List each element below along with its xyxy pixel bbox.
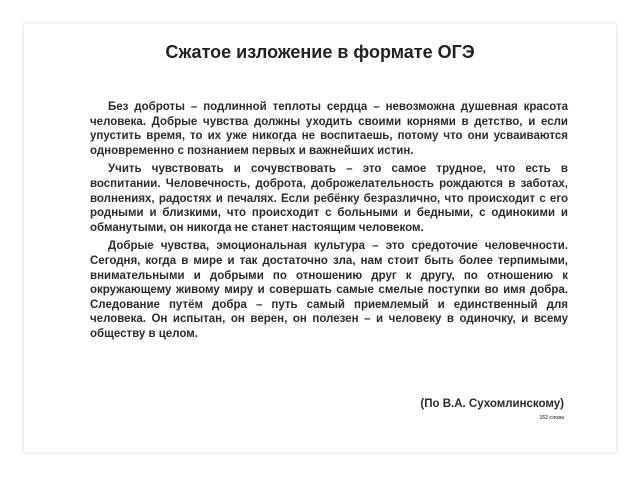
document-body xyxy=(90,100,568,346)
document-slide xyxy=(24,24,616,452)
paragraph-2: Учить чувствовать и сочувствовать – это самое трудное, что есть в воспитании. Человечность, доброта, доброжелательность рождаются в заботах, волнениях, радостях и печалях. Если ребёнку безразлично, что происходит с его родными и близкими, что происходит с больными и бедными, с одинокими и обманутыми, он никогда не станет настоящим человеком. xyxy=(90,163,568,234)
document-title: Сжатое изложение в формате ОГЭ xyxy=(165,42,475,62)
paragraph-3: Добрые чувства, эмоциональная культура – это средоточие человечности. Сегодня, когда в мире и так достаточно зла, нам стоит быть более терпимыми, внимательными и добрыми по отношению друг к другу, по отношению к окружающему живому миру и совершать самые смелые поступки во имя добра. Следование путём добра – путь самый приемлемый и единственный для человека. Он испытан, он верен, он полезен – и человеку в одиночку, и всему обществу в целом. xyxy=(90,240,568,340)
paragraph-1: Без доброты – подлинной теплоты сердца – невозможна душевная красота человека. Добрые чувства должны уходить своими корнями в детство, и если упустить время, то их уже никогда не воспитаешь, потому что они усваиваются одновременно с познанием первых и важнейших истин. xyxy=(90,101,568,157)
source-attribution: (По В.А. Сухомлинскому) xyxy=(420,398,564,410)
word-count-label: 152 слова xyxy=(539,415,564,421)
